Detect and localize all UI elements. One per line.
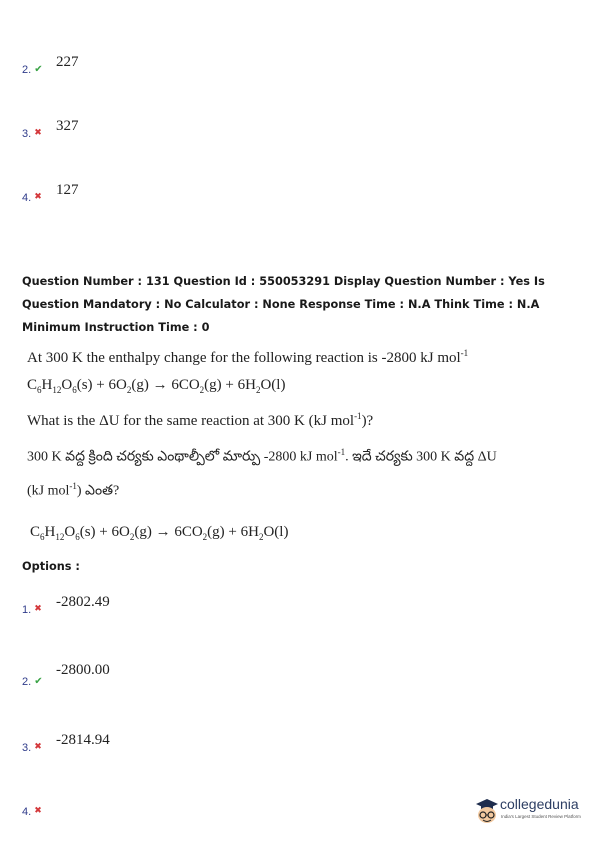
telugu-line2-end: ) ఎంత? (76, 483, 120, 499)
question-line1: At 300 K the enthalpy change for the following reaction is -2800 kJ mol (27, 350, 461, 366)
option-number: 1. (22, 604, 32, 616)
prev-option-3 (22, 128, 42, 140)
graduate-mascot-icon (474, 796, 500, 828)
wrong-cross-icon: ✖ (34, 806, 42, 816)
prev-option-3-value: 327 (56, 118, 79, 134)
question-line2-end: )? (361, 413, 374, 429)
telugu-line1-end: . ఇదే చర్యకు 300 K వద్ద ΔU (345, 449, 497, 465)
option-3-value: -2814.94 (56, 732, 110, 748)
question-header: Question Number : 131 Question Id : 550053291 Display Question Number : Yes Is Question Mandatory : No Calculator : None Response Time : N.A Think Time : N.A Minimum Instruction Time : 0 (22, 275, 545, 334)
option-number: 3. (22, 128, 32, 140)
telugu-line1: 300 K వద్ద క్రింది చర్యకు ఎంథాల్పీలో మార్పు -2800 kJ mol (27, 449, 338, 465)
logo-wordmark: collegedunia (500, 796, 579, 812)
option-1-value: -2802.49 (56, 594, 110, 610)
option-number: 2. (22, 676, 32, 688)
option-number: 4. (22, 806, 32, 818)
prev-option-2-value: 227 (56, 54, 79, 70)
question-text-telugu (27, 447, 497, 468)
logo-tagline: India's Largest Student Review Platform (501, 814, 581, 819)
telugu-line2: (kJ mol (27, 483, 70, 499)
wrong-cross-icon: ✖ (34, 742, 42, 752)
wrong-cross-icon: ✖ (34, 604, 42, 614)
superscript: -1 (337, 447, 346, 457)
correct-check-icon: ✔ (34, 676, 43, 687)
option-1 (22, 604, 42, 616)
collegedunia-logo (474, 794, 586, 830)
option-number: 2. (22, 64, 32, 76)
option-2 (22, 676, 43, 688)
option-3 (22, 742, 42, 754)
question-line2 (27, 411, 373, 430)
correct-check-icon: ✔ (34, 64, 43, 75)
prev-option-2 (22, 64, 43, 76)
superscript: -1 (354, 411, 362, 421)
question-line2-text: What is the ΔU for the same reaction at 300 K (kJ mol (27, 413, 355, 429)
option-2-value: -2800.00 (56, 662, 110, 678)
question-text-telugu-line2 (27, 481, 119, 502)
option-number: 4. (22, 192, 32, 204)
option-number: 3. (22, 742, 32, 754)
question-text-english (27, 348, 468, 367)
reaction-equation-repeat: $C_6H_{12}O_6(s) + 6O_2(g) \to 6CO_2(g) + 6H_2O(l)$ (30, 524, 289, 542)
options-label: Options : (22, 560, 80, 573)
reaction-equation: $C_6H_{12}O_6(s) + 6O_2(g) \to 6CO_2(g) + 6H_2O(l)$ (27, 377, 286, 395)
prev-option-4 (22, 192, 42, 204)
superscript: -1 (460, 348, 469, 358)
wrong-cross-icon: ✖ (34, 128, 42, 138)
prev-option-4-value: 127 (56, 182, 79, 198)
superscript: -1 (69, 481, 77, 491)
option-4 (22, 806, 42, 818)
wrong-cross-icon: ✖ (34, 192, 42, 202)
